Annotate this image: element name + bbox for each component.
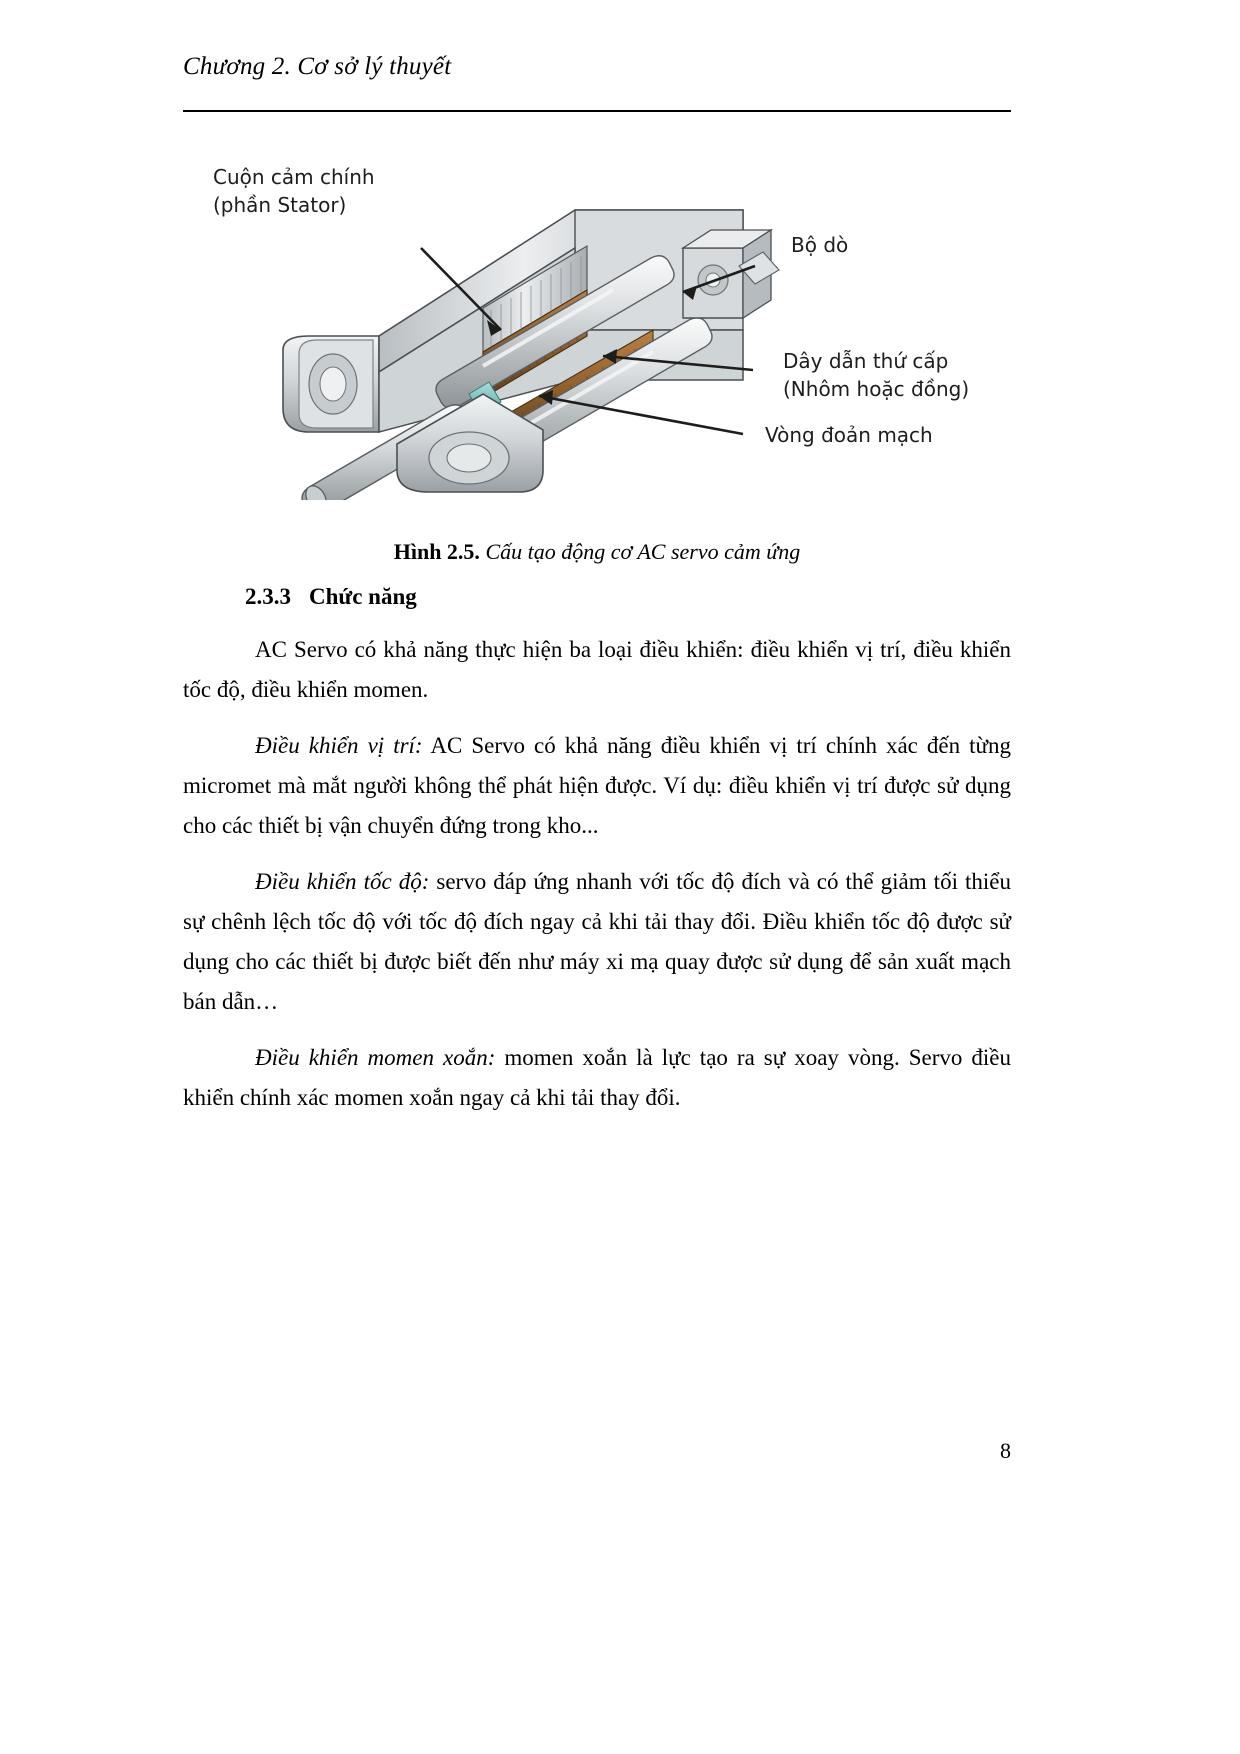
section-title: Chức năng [309,584,417,609]
servo-motor-cutaway-illustration [183,140,1011,500]
running-header [183,52,1011,82]
paragraph-2-lead: Điều khiển vị trí: [255,733,423,758]
label-detector: Bộ dò [791,233,849,257]
paragraph-4-lead: Điều khiển momen xoắn: [255,1045,496,1070]
section-number: 2.3.3 [245,584,291,609]
chapter-title: Chương 2. Cơ sở lý thuyết [183,53,452,80]
figure-ac-servo-cutaway [183,140,1011,500]
label-secondary-line1: Dây dẫn thứ cấp [783,349,949,373]
figure-caption-text: Cấu tạo động cơ AC servo cảm ứng [485,539,801,564]
paragraph-1-text: AC Servo có khả năng thực hiện ba loại điều khiển: điều khiển vị trí, điều khiển tốc độ, điều khiển momen. [183,637,1011,702]
paragraph-2 [183,726,1011,846]
motor-housing [283,336,379,432]
label-shorting-ring: Vòng đoản mạch [765,423,933,447]
label-stator-line1: Cuộn cảm chính [213,165,375,189]
page-number: 8 [1000,1438,1011,1463]
paragraph-3-lead: Điều khiển tốc độ: [255,869,430,894]
paragraph-3 [183,862,1011,1022]
header-divider [183,110,1011,112]
paragraph-4-text: momen xoắn là lực tạo ra sự xoay vòng. Servo điều khiển chính xác momen xoắn ngay cả khi tải thay đổi. [183,1045,1011,1110]
figure-caption [183,538,1011,567]
figure-caption-number: Hình 2.5. [393,539,480,564]
paragraph-1 [183,630,1011,710]
body-text [183,630,1011,1118]
label-secondary-line2: (Nhôm hoặc đồng) [783,377,970,401]
paragraph-2-text: AC Servo có khả năng điều khiển vị trí chính xác đến từng micromet mà mắt người không thể phát hiện được. Ví dụ: điều khiển vị trí được sử dụng cho các thiết bị vận chuyển đứng trong kho... [183,733,1011,838]
paragraph-4 [183,1038,1011,1118]
label-stator-line2: (phần Stator) [213,193,347,217]
section-heading [245,582,417,612]
paragraph-3-text: servo đáp ứng nhanh với tốc độ đích và có thể giảm tối thiểu sự chênh lệch tốc độ với tốc độ đích ngay cả khi tải thay đổi. Điều khiển tốc độ được sử dụng cho các thiết bị được biết đến như máy xi mạ quay được sử dụng để sản xuất mạch bán dẫn… [183,869,1011,1014]
